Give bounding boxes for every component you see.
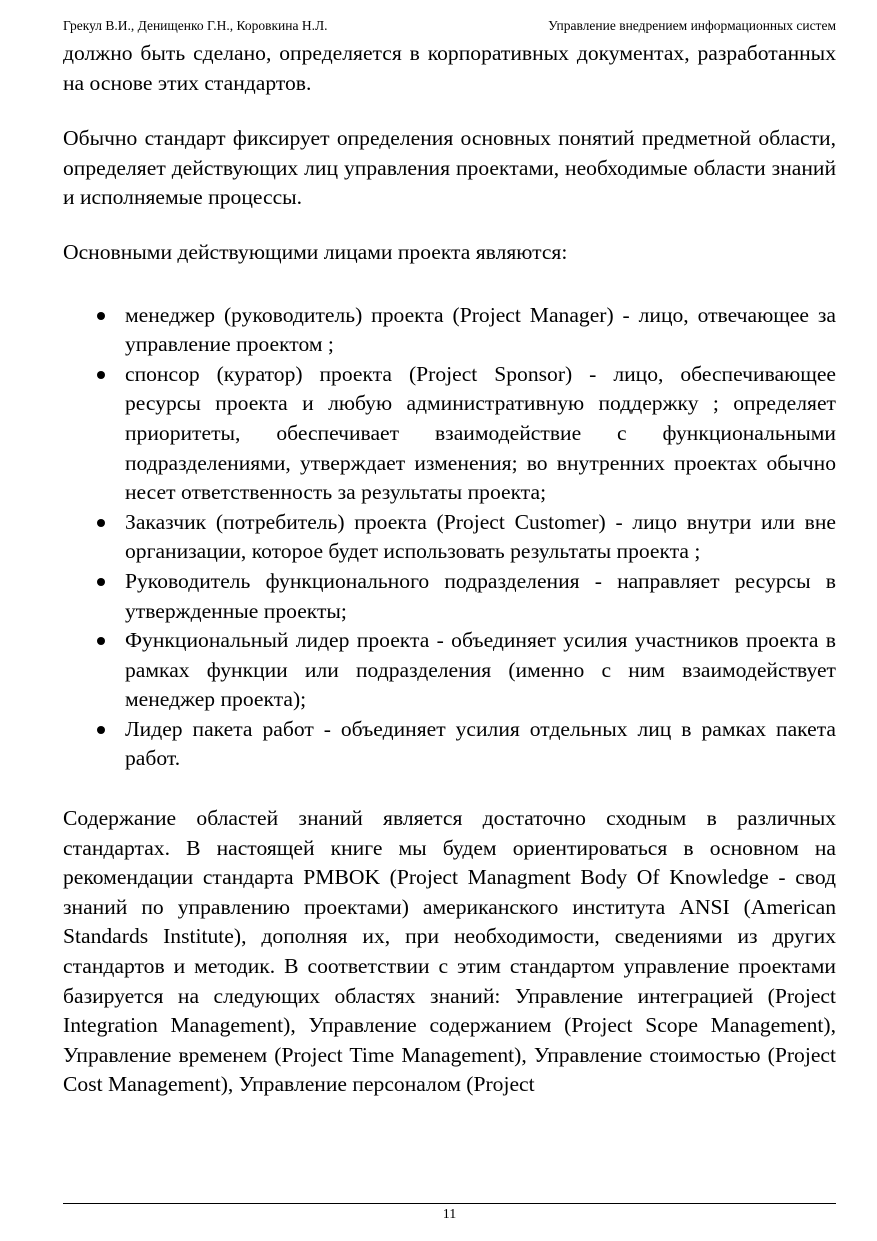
list-item (63, 715, 836, 774)
document-page (63, 0, 836, 1241)
list-item-text: спонсор (куратор) проекта (Project Sponsor) - лицо, обеспечивающее ресурсы проекта и любую административную поддержку ; определяет приоритеты, обеспечивает взаимодействие с функциональными подразделениями, утверждает изменения; во внутренних проектах обычно несет ответственность за результаты проекта; (125, 361, 836, 505)
list-item (63, 360, 836, 508)
list-item (63, 301, 836, 360)
bullet-icon (97, 726, 105, 734)
roles-list (63, 301, 836, 775)
page-number: 11 (442, 1207, 457, 1222)
list-item-text: Руководитель функционального подразделения - направляет ресурсы в утвержденные проекты; (125, 568, 836, 623)
page-body (63, 39, 836, 1100)
paragraph-standard-definition: Обычно стандарт фиксирует определения основных понятий предметной области, определяет действующих лиц управления проектами, необходимые области знаний и исполняемые процессы. (63, 126, 836, 210)
header-authors: Грекул В.И., Денищенко Г.Н., Коровкина Н.Л. (63, 18, 328, 33)
footer-divider (63, 1203, 836, 1204)
bullet-icon (97, 371, 105, 379)
header-book-title: Управление внедрением информационных систем (548, 18, 836, 33)
list-item-text: Заказчик (потребитель) проекта (Project Customer) - лицо внутри или вне организации, которое будет использовать результаты проекта ; (125, 509, 836, 564)
bullet-icon (97, 637, 105, 645)
paragraph-knowledge-areas: Содержание областей знаний является достаточно сходным в различных стандартах. В настоящей книге мы будем ориентироваться в основном на рекомендации стандарта PMBOK (Project Managment Body Of Knowledge - свод знаний по управлению проектами) американского института ANSI (American Standards Institute), дополняя их, при необходимости, сведениями из других стандартов и методик. В соответствии с этим стандартом управление проектами базируется на следующих областях знаний: Управление интеграцией (Project Integration Management), Управление содержанием (Project Scope Management), Управление временем (Project Time Management), Управление стоимостью (Project Cost Management), Управление персоналом (Project (63, 806, 836, 1097)
paragraph-roles-intro: Основными действующими лицами проекта являются: (63, 239, 568, 264)
paragraph-continued: должно быть сделано, определяется в корпоративных документах, разработанных на основе этих стандартов. (63, 41, 836, 95)
list-item (63, 626, 836, 715)
list-item (63, 508, 836, 567)
bullet-icon (97, 578, 105, 586)
list-item-text: менеджер (руководитель) проекта (Project Manager) - лицо, отвечающее за управление проектом ; (125, 302, 836, 357)
list-item-text: Функциональный лидер проекта - объединяет усилия участников проекта в рамках функции или подразделения (именно с ним взаимодействует менеджер проекта); (125, 628, 836, 712)
running-header (63, 16, 836, 36)
bullet-icon (97, 519, 105, 527)
list-item (63, 567, 836, 626)
bullet-icon (97, 312, 105, 320)
list-item-text: Лидер пакета работ - объединяет усилия отдельных лиц в рамках пакета работ. (125, 716, 836, 771)
